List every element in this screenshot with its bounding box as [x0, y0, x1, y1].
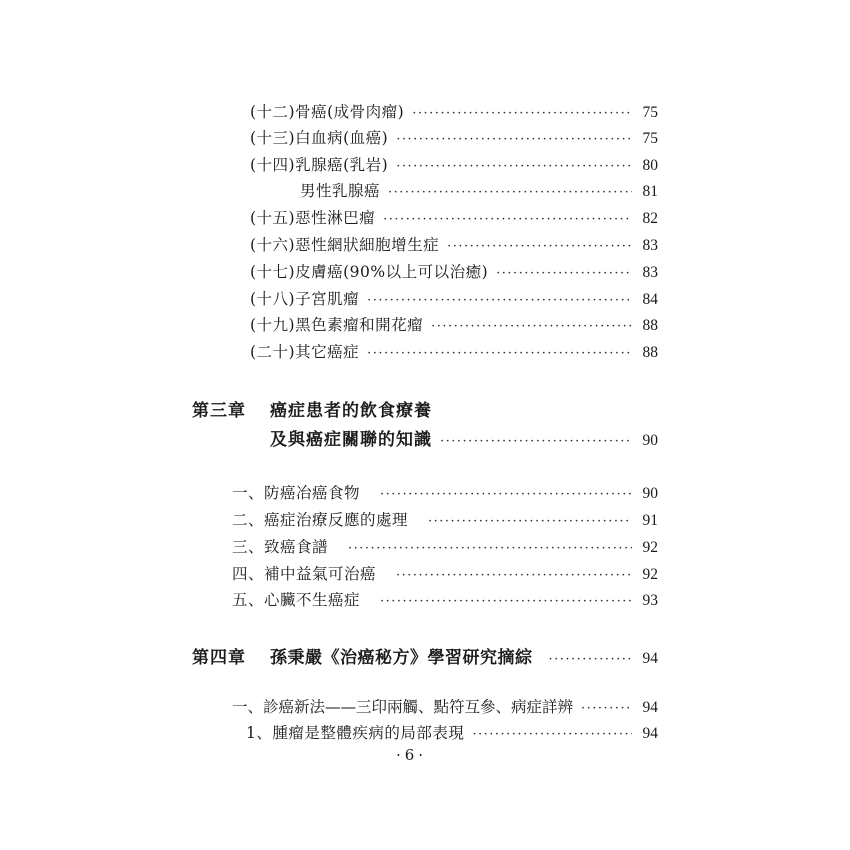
- leader-dots: [431, 319, 632, 334]
- leader-dots: [383, 212, 632, 227]
- leader-dots: [472, 727, 632, 742]
- toc-entry: [250, 340, 658, 362]
- leader-dots: [396, 132, 632, 147]
- leader-dots: [440, 434, 632, 449]
- leader-dots: [396, 568, 632, 583]
- toc-entry: [232, 535, 658, 557]
- toc-entry: [250, 233, 658, 255]
- leader-dots: [367, 346, 632, 361]
- toc-entry-label: (十三)白血病(血癌): [250, 129, 389, 147]
- leader-dots: [428, 514, 632, 529]
- chapter-title: 癌症患者的飲食療養: [270, 401, 432, 421]
- toc-entry-page: 83: [642, 237, 658, 254]
- chapter-title-continued: 及與癌症關聯的知識: [270, 430, 432, 450]
- toc-entry: [232, 481, 658, 503]
- toc-entry-label: 五、心臟不生癌症: [232, 591, 361, 609]
- chapter-title: 孫秉嚴《治癌秘方》學習研究摘綜: [270, 648, 533, 668]
- leader-dots: [388, 185, 632, 200]
- chapter-heading-line2: [270, 425, 658, 450]
- toc-entry-page: 75: [642, 130, 658, 147]
- leader-dots: [380, 594, 632, 609]
- leader-dots: [412, 106, 632, 121]
- chapter-number: 第三章: [192, 401, 246, 421]
- toc-entry-page: 75: [642, 104, 658, 121]
- toc-entry-page: 94: [642, 699, 658, 716]
- toc-entry-page: 80: [642, 157, 658, 174]
- toc-entry-page: 92: [642, 539, 658, 556]
- toc-entry-label: (十八)子宮肌瘤: [250, 290, 360, 308]
- toc-entry: [250, 126, 658, 148]
- toc-entry-label: 四、補中益氣可治癌: [232, 565, 377, 583]
- toc-entry-label: (十九)黑色素瘤和開花瘤: [250, 316, 424, 334]
- chapter-heading: [192, 396, 432, 421]
- toc-entry: [246, 721, 658, 743]
- toc-entry-label: (十七)皮膚癌(90%以上可以治癒): [250, 263, 489, 281]
- toc-entry-page: 82: [642, 210, 658, 227]
- leader-dots: [396, 159, 632, 174]
- leader-dots: [367, 293, 632, 308]
- toc-entry: [250, 287, 658, 309]
- toc-entry: [250, 206, 658, 228]
- toc-entry-label: (十六)惡性網狀細胞增生症: [250, 236, 440, 254]
- chapter-number: 第四章: [192, 648, 246, 668]
- toc-entry-label: 三、致癌食譜: [232, 538, 329, 556]
- toc-entry-label: 一、防癌冶癌食物: [232, 484, 361, 502]
- toc-entry-page: 83: [642, 264, 658, 281]
- leader-dots: [348, 541, 632, 556]
- toc-entry-label: 二、癌症治療反應的處理: [232, 511, 409, 529]
- toc-entry: [250, 153, 658, 175]
- toc-entry-page: 93: [642, 592, 658, 609]
- toc-entry-label: 一、診癌新法——三印兩觸、點符互參、病症詳辨: [232, 698, 574, 716]
- toc-entry-page: 88: [642, 317, 658, 334]
- toc-entry-page: 84: [642, 291, 658, 308]
- toc-entry: [250, 313, 658, 335]
- leader-dots: [496, 266, 632, 281]
- toc-entry-label: 1、腫瘤是整體疾病的局部表現: [246, 724, 465, 742]
- toc-entry-page: 81: [642, 183, 658, 200]
- toc-entry: [232, 562, 658, 584]
- toc-entry: [232, 508, 658, 530]
- toc-entry-page: 88: [642, 344, 658, 361]
- toc-entry-page: 91: [642, 512, 658, 529]
- toc-entry: [250, 100, 658, 122]
- toc-entry-label: 男性乳腺癌: [300, 182, 381, 200]
- leader-dots: [549, 652, 633, 667]
- page-number: ·6·: [396, 746, 428, 764]
- toc-entry-label: (十二)骨癌(成骨肉瘤): [250, 103, 405, 121]
- chapter-heading: [192, 643, 658, 668]
- toc-entry: [232, 588, 658, 610]
- toc-entry-page: 94: [642, 650, 658, 667]
- toc-entry-label: (二十)其它癌症: [250, 343, 360, 361]
- leader-dots: [581, 701, 632, 716]
- toc-entry: [232, 695, 658, 717]
- toc-entry-page: 92: [642, 566, 658, 583]
- toc-entry-label: (十四)乳腺癌(乳岩): [250, 156, 389, 174]
- toc-entry: [300, 179, 658, 201]
- toc-entry: [250, 260, 658, 282]
- toc-entry-page: 90: [642, 485, 658, 502]
- leader-dots: [380, 487, 632, 502]
- toc-entry-page: 94: [642, 725, 658, 742]
- toc-entry-page: 90: [642, 432, 658, 449]
- toc-entry-label: (十五)惡性淋巴瘤: [250, 209, 376, 227]
- leader-dots: [447, 239, 632, 254]
